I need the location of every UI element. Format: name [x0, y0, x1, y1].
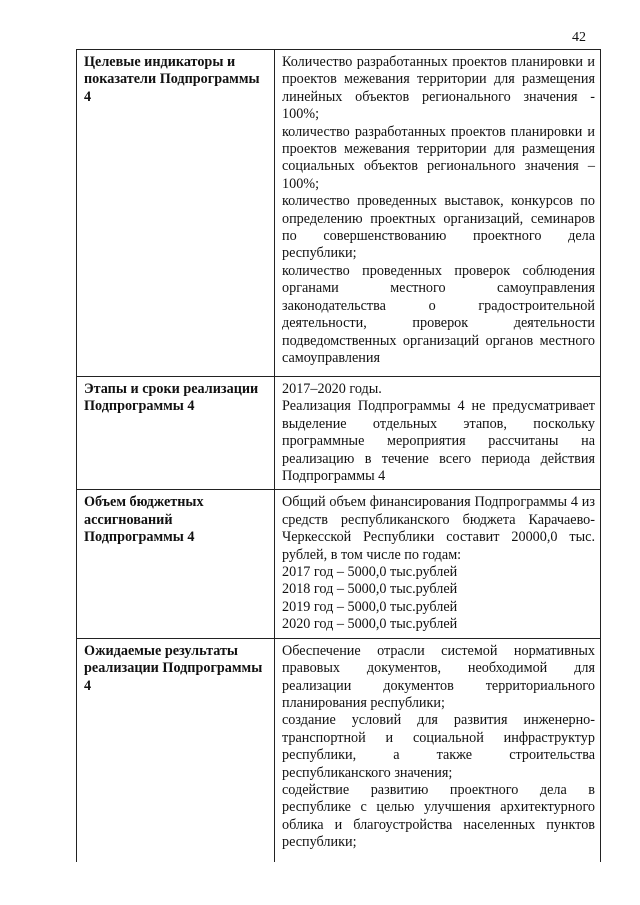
paragraph: создание условий для развития инженерно-транспортной и социальной инфраструктур республики, а также строительства республиканского значения; — [282, 712, 595, 781]
paragraph: Количество разработанных проектов планировки и проектов межевания территории для размещения линейных объектов регионального значения - 100%; — [282, 54, 595, 123]
paragraph: количество проведенных выставок, конкурсов по определению проектных организаций, семинаров по совершенствованию проектного дела республики; — [282, 193, 595, 262]
table-row — [77, 490, 601, 638]
page-number: 42 — [572, 30, 586, 45]
paragraph: 2020 год – 5000,0 тыс.рублей — [282, 616, 458, 633]
table-row — [77, 50, 601, 377]
paragraph: 2017 год – 5000,0 тыс.рублей — [282, 564, 458, 581]
passport-table — [76, 49, 601, 862]
row-content — [275, 490, 601, 638]
row-content — [275, 50, 601, 377]
paragraph: Обеспечение отрасли системой нормативных правовых документов, необходимой для реализации документов территориального планирования республики; — [282, 642, 595, 711]
paragraph: содействие развитию проектного дела в республике с целью улучшения архитектурного облика и благоустройства населенных пунктов республики; — [282, 781, 595, 851]
row-label: Этапы и сроки реализации Подпрограммы 4 — [77, 377, 275, 490]
row-label: Объем бюджетных ассигнований Подпрограммы 4 — [77, 490, 275, 638]
paragraph: 2017–2020 годы. — [282, 381, 382, 397]
row-content — [275, 377, 601, 490]
table-row — [77, 377, 601, 490]
row-label: Ожидаемые результаты реализации Подпрограммы 4 — [77, 638, 275, 862]
paragraph: количество разработанных проектов планировки и проектов межевания территории для размещения социальных объектов регионального значения – 100%; — [282, 123, 595, 192]
paragraph: 2018 год – 5000,0 тыс.рублей — [282, 581, 458, 598]
table-row — [77, 638, 601, 862]
paragraph: Общий объем финансирования Подпрограммы 4 из средств республиканского бюджета Карачаево-Черкесской Республики составит 20000,0 тыс. рублей, в том числе по годам: — [282, 494, 595, 563]
paragraph: Реализация Подпрограммы 4 не предусматривает выделение отдельных этапов, поскольку программные мероприятия рассчитаны на реализацию в течение всего периода действия Подпрограммы 4 — [282, 398, 595, 485]
row-label: Целевые индикаторы и показатели Подпрограммы 4 — [77, 50, 275, 377]
paragraph: 2019 год – 5000,0 тыс.рублей — [282, 598, 458, 615]
row-content — [275, 638, 601, 862]
paragraph: количество проведенных проверок соблюдения органами местного самоуправления законодательства о градостроительной деятельности, проверок деятельности подведомственных организаций органов местного самоуправления — [282, 262, 595, 366]
